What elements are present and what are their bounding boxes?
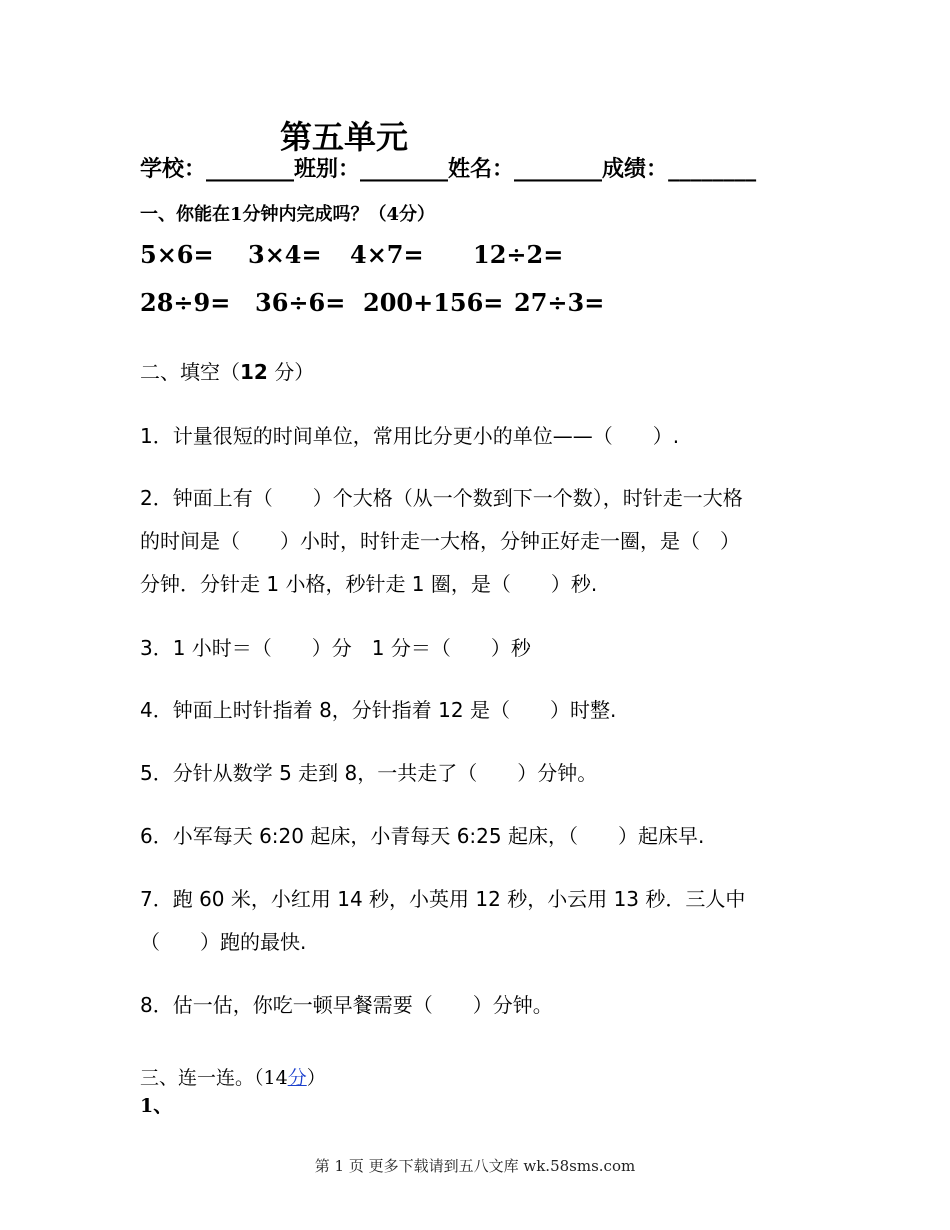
name-blank: ________ <box>514 156 603 182</box>
math-problem: 28÷9= <box>140 288 231 317</box>
math-problem: 5×6= <box>140 240 214 269</box>
question-3: 3．1 小时＝（ ）分 1 分＝（ ）秒 <box>140 636 531 660</box>
math-problem: 36÷6= <box>255 288 346 317</box>
class-blank: ________ <box>360 156 449 182</box>
section3-heading: 三、连一连。（14分） <box>140 1067 326 1089</box>
school-blank: ________ <box>206 156 295 182</box>
math-problem: 3×4= <box>248 240 322 269</box>
question-7-line-1: 7．跑 60 米，小红用 14 秒，小英用 12 秒，小云用 13 秒．三人中 <box>140 887 746 911</box>
math-problem: 4×7= <box>350 240 424 269</box>
question-2-line-3: 分钟．分针走 1 小格，秒针走 1 圈，是（ ）秒. <box>140 572 598 596</box>
question-5: 5．分针从数学 5 走到 8，一共走了（ ）分钟。 <box>140 761 598 785</box>
math-problem: 12÷2= <box>473 240 564 269</box>
page-footer: 第 1 页 更多下载请到五八文库 wk.58sms.com <box>314 1157 636 1175</box>
math-problem: 27÷3= <box>514 288 605 317</box>
page-title: 第五单元 <box>280 118 409 156</box>
score-blank: ________ <box>668 156 757 182</box>
question-1: 1．计量很短的时间单位，常用比分更小的单位——（ ）. <box>140 424 680 448</box>
question-6: 6．小军每天 6:20 起床，小青每天 6:25 起床，（ ）起床早. <box>140 824 705 848</box>
score-label: 成绩： <box>602 156 669 182</box>
question-4: 4．钟面上时针指着 8，分针指着 12 是（ ）时整. <box>140 698 617 722</box>
section2-heading: 二、填空（12 分） <box>140 360 315 384</box>
question-2-line-2: 的时间是（ ）小时，时针走一大格，分钟正好走一圈，是（ ） <box>140 529 740 553</box>
school-label: 学校： <box>140 156 207 182</box>
question-8: 8．估一估，你吃一顿早餐需要（ ）分钟。 <box>140 993 553 1017</box>
section3-subitem: 1、 <box>140 1095 173 1117</box>
question-2-line-1: 2．钟面上有（ ）个大格（从一个数到下一个数），时针走一大格 <box>140 486 743 510</box>
student-info-line <box>140 152 756 183</box>
question-7-line-2: （ ）跑的最快. <box>140 930 307 954</box>
section3-points-link[interactable]: 分 <box>287 1067 307 1089</box>
math-problem: 200+156= <box>363 288 504 317</box>
section1-heading: 一、你能在1分钟内完成吗？（4分） <box>140 204 436 225</box>
name-label: 姓名： <box>448 156 515 182</box>
class-label: 班别： <box>294 156 361 182</box>
